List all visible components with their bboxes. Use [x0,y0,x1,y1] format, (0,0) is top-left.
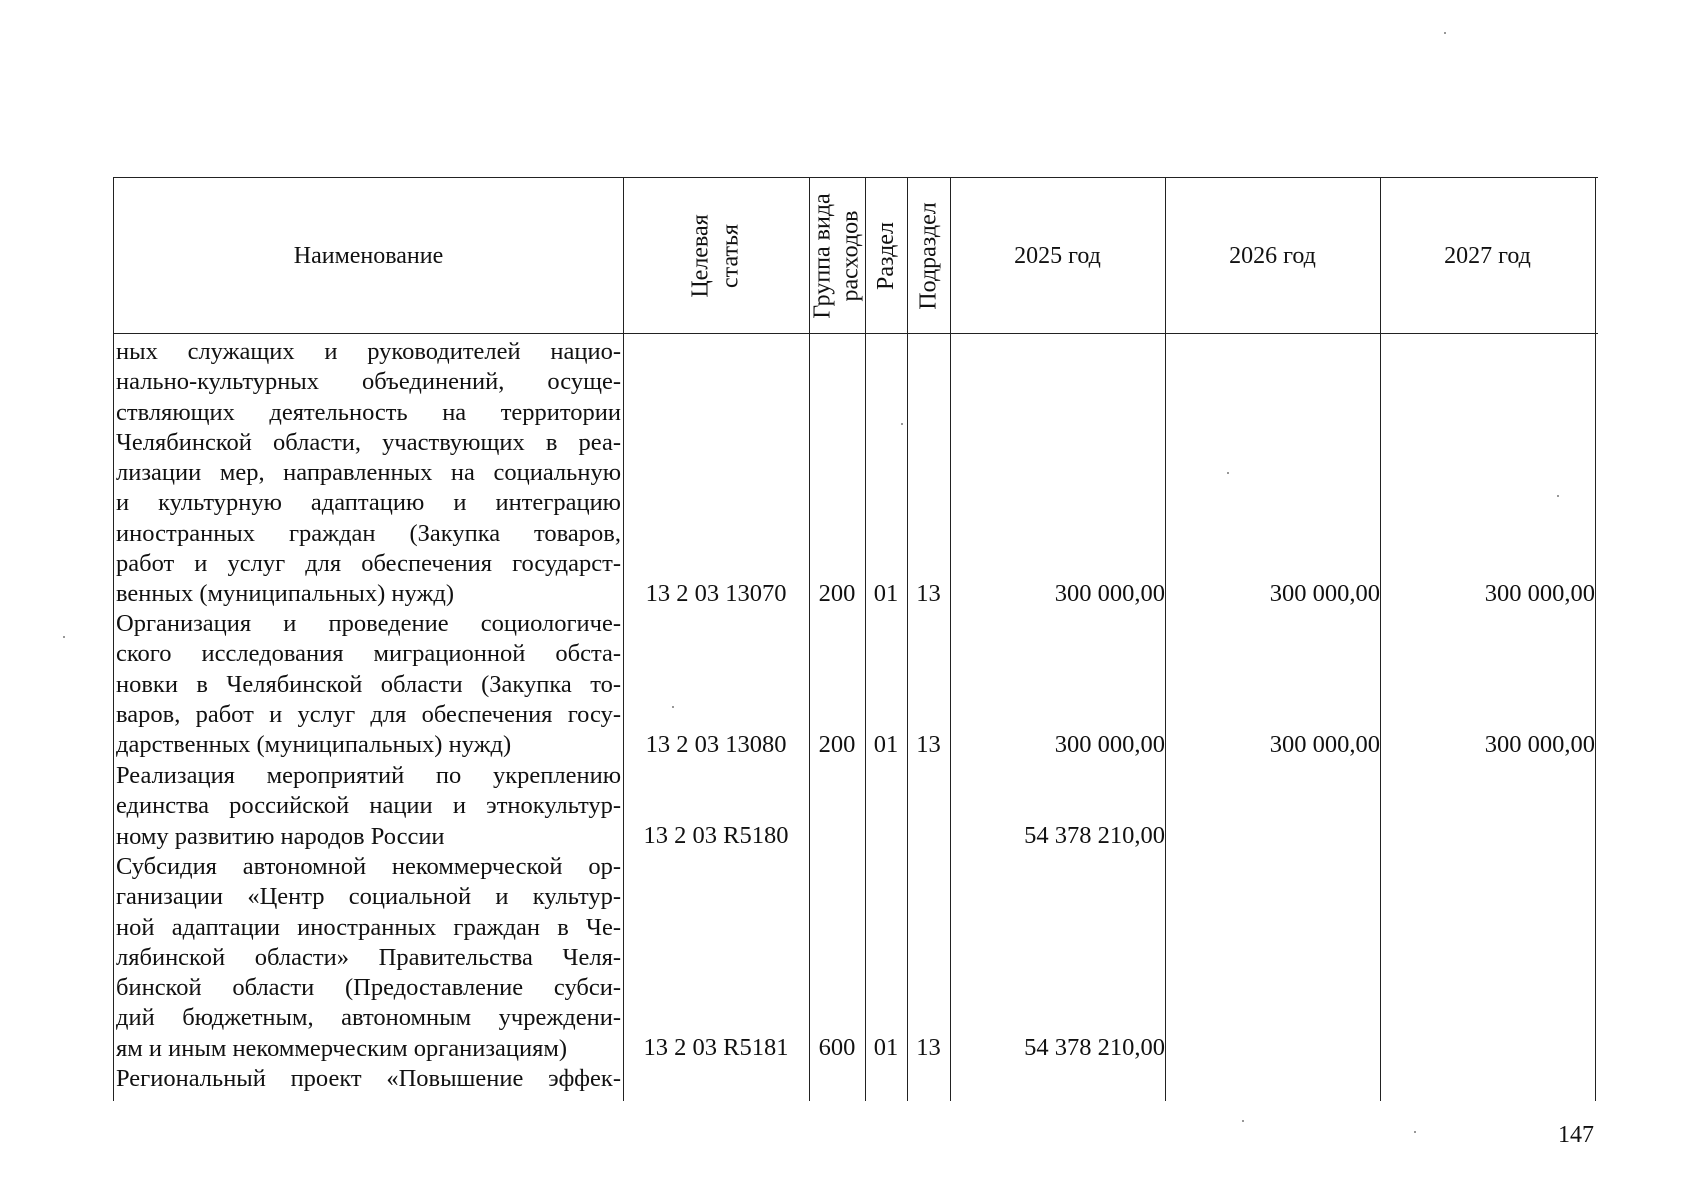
name-line: дарственных (муниципальных) нужд) [116,731,512,759]
header-2027 [1380,178,1595,333]
table-row [114,852,1595,1064]
header-target-article [623,178,809,333]
header-2025-text: 2025 год [1014,242,1101,269]
header-2026 [1165,178,1380,333]
name-line: Челябинской области, участвующих в реа- [116,428,621,456]
expense-group: 600 [818,1034,856,1061]
header-name-text: Наименование [293,242,444,269]
scan-speck [1444,32,1446,34]
name-line: ского исследования миграционной обста- [116,640,621,668]
header-section-text: Раздел [873,221,900,290]
name-line: варов, работ и услуг для обеспечения госу- [116,700,621,728]
name-line: работ и услуг для обеспечения государст- [116,550,621,578]
budget-table [113,177,1598,1101]
target-article: 13 2 03 13080 [645,731,787,758]
name-line: и культурную адаптацию и интеграцию [116,489,621,517]
name-line: иностранных граждан (Закупка товаров, [116,519,621,547]
scan-speck [1227,472,1229,474]
amount-2025: 300 000,00 [1054,731,1165,758]
row-name-cell [114,761,623,852]
scan-speck [1557,495,1559,497]
name-line: лябинской области» Правительства Челя- [116,943,621,971]
header-expense-group-line2: расходов [838,210,864,301]
table-row [114,761,1595,852]
header-target-article-rotated [686,214,746,297]
target-article: 13 2 03 13070 [645,580,787,607]
table-row [114,337,1595,609]
name-line: новки в Челябинской области (Закупка то- [116,670,621,698]
header-expense-group-rotated [809,193,865,318]
name-line: ганизации «Центр социальной и культур- [116,883,621,911]
name-line: Региональный проект «Повышение эффек- [116,1065,621,1092]
scan-speck [1414,1131,1416,1133]
subsection: 13 [916,731,941,758]
name-line: ной адаптации иностранных граждан в Че- [116,913,621,941]
table-row [114,609,1595,761]
page-number: 147 [1558,1122,1594,1148]
header-2027-text: 2027 год [1444,242,1531,269]
amount-2025: 54 378 210,00 [1024,1034,1165,1061]
name-line: Субсидия автономной некоммерческой ор- [116,853,621,880]
name-line: ных служащих и руководителей нацио- [116,338,621,365]
header-section [865,178,907,333]
amount-2027: 300 000,00 [1484,580,1595,607]
name-line: единства российской нации и этнокультур- [116,792,621,820]
scan-speck [901,423,903,425]
header-2026-text: 2026 год [1229,242,1316,269]
header-subsection [907,178,950,333]
header-expense-group [809,178,865,333]
amount-2025: 300 000,00 [1054,580,1165,607]
amount-2026: 300 000,00 [1269,731,1380,758]
scan-speck [1242,1120,1244,1122]
section: 01 [873,1034,899,1061]
target-article: 13 2 03 R5181 [643,1034,789,1061]
header-2025 [950,178,1165,333]
header-target-article-line2: статья [717,223,744,288]
name-line: лизации мер, направленных на социальную [116,459,621,487]
subsection: 13 [916,580,941,607]
row-name-cell [114,337,623,610]
header-target-article-line1: Целевая [687,213,714,298]
section: 01 [873,731,899,758]
subsection: 13 [916,1034,941,1061]
name-line: нально-культурных объединений, осуще- [116,368,621,396]
name-line: ствляющих деятельность на территории [116,398,621,426]
name-line: дий бюджетным, автономным учреждени- [116,1004,621,1032]
expense-group: 200 [818,731,856,758]
table-row [114,1064,1595,1101]
scan-speck [63,636,65,638]
name-line: ному развитию народов России [116,822,445,850]
row-name-cell [114,852,623,1064]
expense-group: 200 [818,580,856,607]
amount-2026: 300 000,00 [1269,580,1380,607]
col-divider [1595,178,1596,1101]
amount-2027: 300 000,00 [1484,731,1595,758]
target-article: 13 2 03 R5180 [643,822,789,849]
row-name-cell [114,1064,623,1094]
header-divider [114,333,1598,334]
name-line: бинской области (Предоставление субси- [116,974,621,1002]
header-name [114,178,623,333]
name-line: Организация и проведение социологиче- [116,610,621,637]
name-line: ям и иным некоммерческим организациям) [116,1034,568,1062]
name-line: Реализация мероприятий по укреплению [116,762,621,789]
scan-speck [672,706,674,708]
header-subsection-text: Подраздел [915,201,942,310]
name-line: венных (муниципальных) нужд) [116,580,455,608]
section: 01 [873,580,899,607]
header-expense-group-line1: Группа вида [810,192,836,319]
row-name-cell [114,609,623,760]
amount-2025: 54 378 210,00 [1024,822,1165,849]
